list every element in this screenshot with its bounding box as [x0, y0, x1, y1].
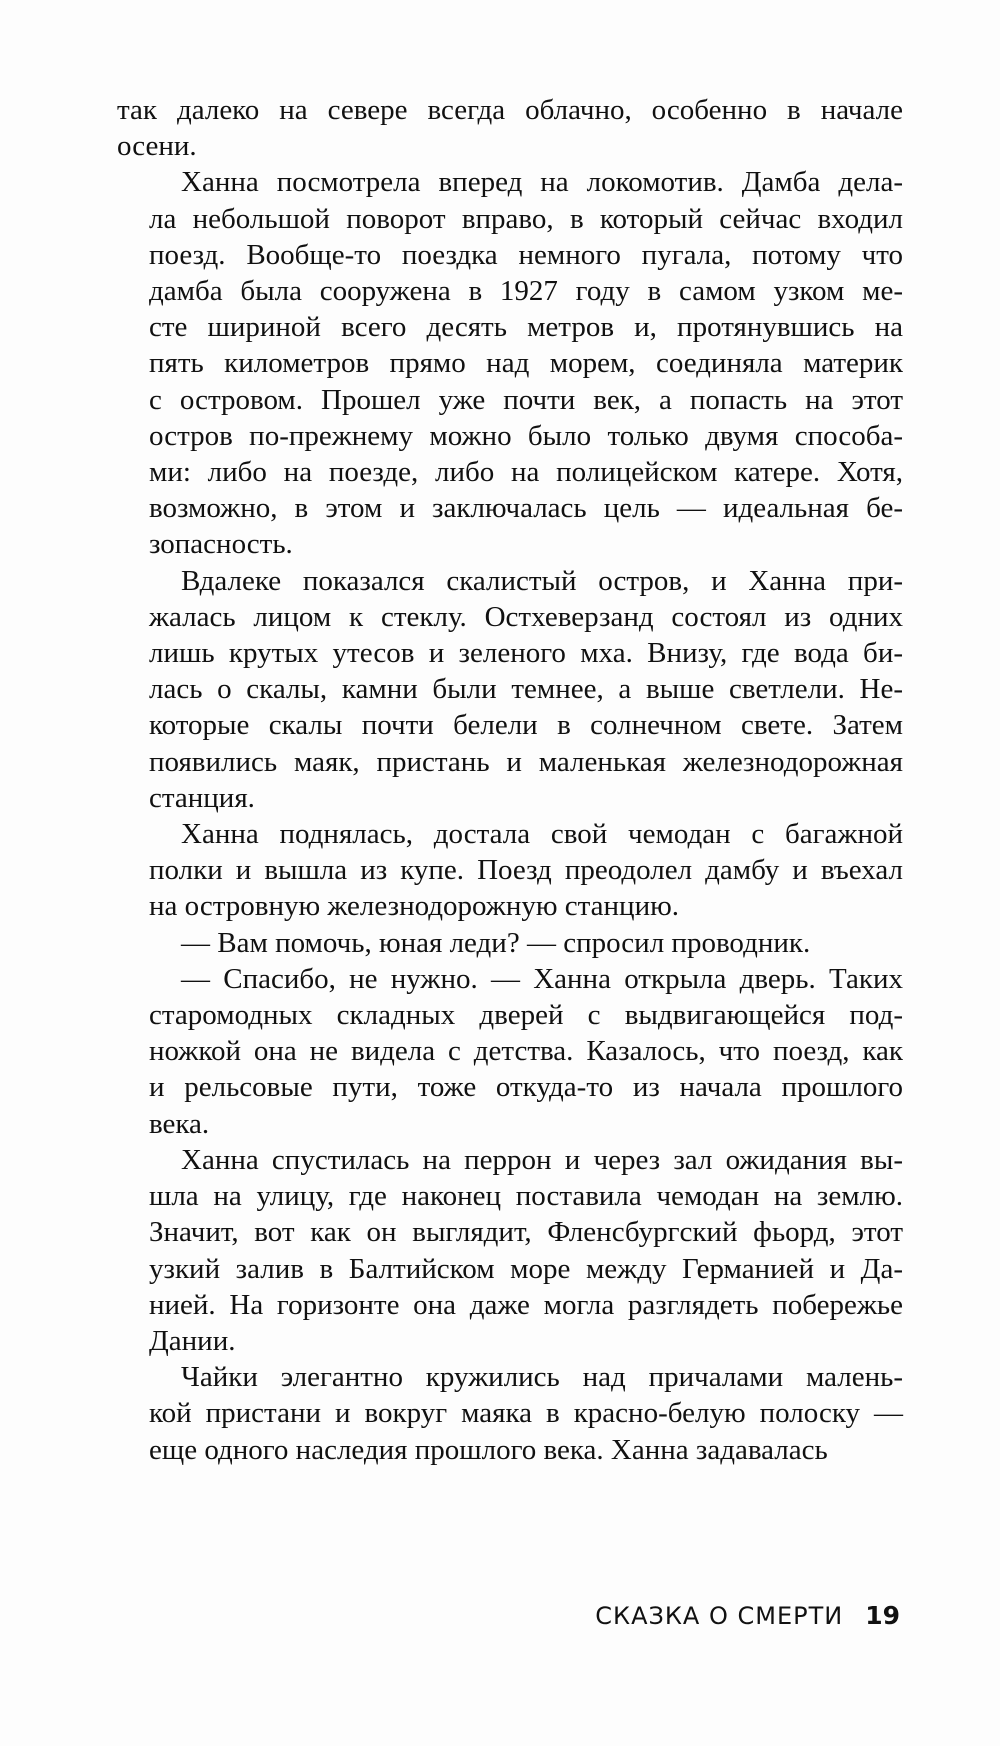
text-line: возможно, в этом и заключалась цель — идеальная бе- [149, 492, 903, 525]
paragraph [117, 925, 903, 961]
text-line: остров по-прежнему можно было только двумя способа- [149, 419, 903, 452]
text-line: еще одного наследия прошлого века. Ханна задавалась [149, 1433, 828, 1466]
text-line: с островом. Прошел уже почти век, а попасть на этот [149, 383, 903, 416]
text-line: и рельсовые пути, тоже откуда-то из начала прошлого [149, 1071, 903, 1104]
text-line: зопасность. [149, 528, 293, 561]
text-line: ми: либо на поезде, либо на полицейском катере. Хотя, [149, 456, 903, 489]
text-line: на островную железнодорожную станцию. [149, 890, 680, 923]
text-line: жалась лицом к стеклу. Остхеверзанд состоял из одних [149, 600, 903, 633]
text-line: лишь крутых утесов и зеленого мха. Внизу, где вода би- [149, 637, 903, 670]
text-line: — Спасибо, не нужно. — Ханна открыла дверь. Таких [181, 962, 903, 995]
text-line: ла небольшой поворот вправо, в который сейчас входил [149, 202, 903, 235]
paragraph [117, 1142, 903, 1359]
paragraph [117, 961, 903, 1142]
text-line: полки и вышла из купе. Поезд преодолел дамбу и въехал [149, 854, 903, 887]
text-line: узкий залив в Балтийском море между Германией и Да- [149, 1252, 903, 1285]
text-line: Ханна спустилась на перрон и через зал ожидания вы- [181, 1143, 903, 1176]
text-line: сте шириной всего десять метров и, протянувшись на [149, 311, 903, 344]
text-line: поезд. Вообще-то поездка немного пугала, потому что [149, 238, 903, 271]
body-text [117, 92, 903, 1468]
paragraph [117, 164, 903, 562]
text-line: появились маяк, пристань и маленькая железнодорожная [149, 745, 903, 778]
text-line: — Вам помочь, юная леди? — спросил проводник. [181, 926, 811, 959]
text-line: века. [149, 1107, 210, 1140]
text-line: которые скалы почти белели в солнечном свете. Затем [149, 709, 903, 742]
text-line: Чайки элегантно кружились над причалами малень- [181, 1361, 903, 1394]
paragraph [117, 92, 903, 164]
paragraph [117, 816, 903, 925]
text-line: дамба была сооружена в 1927 году в самом узком ме- [149, 275, 903, 308]
text-line: так далеко на севере всегда облачно, особенно в начале [117, 94, 903, 126]
text-line: Дании. [149, 1324, 236, 1357]
page-footer [595, 1601, 900, 1630]
text-line: нией. На горизонте она даже могла разглядеть побережье [149, 1288, 903, 1321]
text-line: Ханна посмотрела вперед на локомотив. Дамба дела- [181, 166, 903, 199]
text-line: ножкой она не видела с детства. Казалось, что поезд, как [149, 1035, 903, 1068]
text-line: шла на улицу, где наконец поставила чемодан на землю. [149, 1180, 903, 1213]
text-line: станция. [149, 781, 255, 814]
text-line: пять километров прямо над морем, соединяла материк [149, 347, 903, 380]
page-number: 19 [865, 1601, 900, 1630]
text-line: лась о скалы, камни были темнее, а выше светлели. Не- [149, 673, 903, 706]
running-title: СКАЗКА О СМЕРТИ [595, 1602, 844, 1630]
text-line: Ханна поднялась, достала свой чемодан с багажной [181, 818, 903, 851]
text-line: кой пристани и вокруг маяка в красно-белую полоску — [149, 1397, 903, 1430]
text-line: осени. [117, 130, 197, 163]
text-line: старомодных складных дверей с выдвигающейся под- [149, 999, 903, 1032]
text-line: Вдалеке показался скалистый остров, и Ханна при- [181, 564, 903, 597]
paragraph [117, 1359, 903, 1468]
text-line: Значит, вот как он выглядит, Фленсбургский фьорд, этот [149, 1216, 903, 1249]
paragraph [117, 563, 903, 816]
